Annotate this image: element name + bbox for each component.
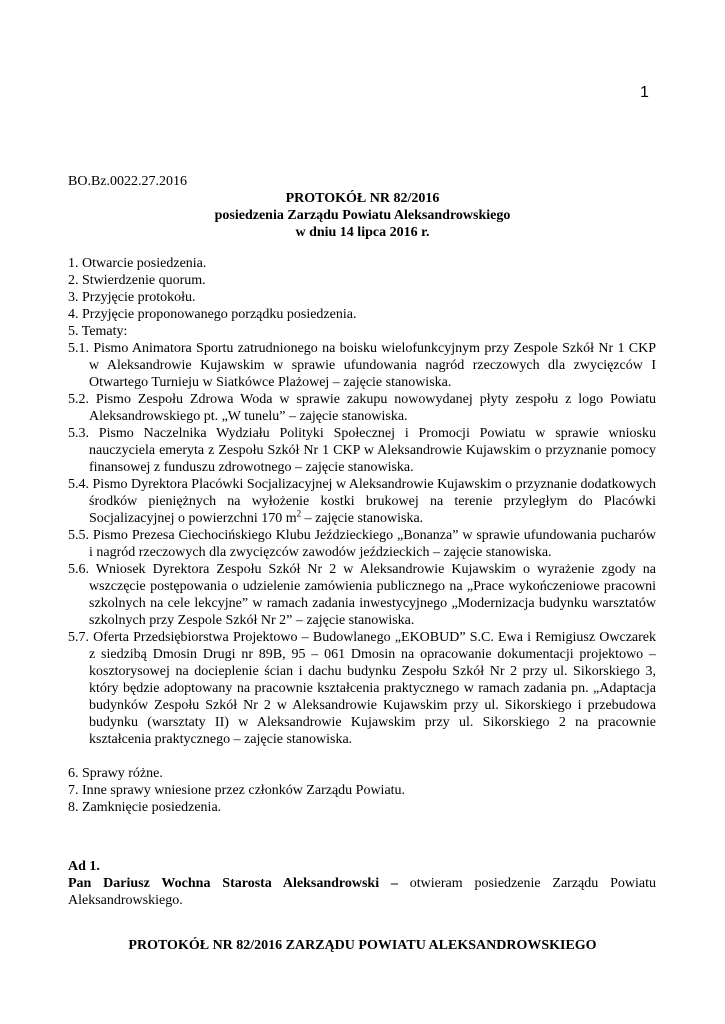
- agenda-sub-item: 5.3. Pismo Naczelnika Wydziału Polityki Społecznej i Promocji Powiatu w sprawie wniosku nauczyciela emeryta z Zespołu Szkół Nr 1 CKP w Aleksandrowie Kujawskim o przyznanie pomocy finansowej z funduszu zdrowotnego – zajęcie stanowiska.: [68, 426, 656, 475]
- agenda-sub-item: 5.6. Wniosek Dyrektora Zespołu Szkół Nr 2 w Aleksandrowie Kujawskim o wyrażenie zgody na wszczęcie postępowania o udzielenie zamówienia publicznego na „Prace wykończeniowe pracowni szkolnych na cele lekcyjne” w ramach zadania inwestycyjnego „Modernizacja budynku warsztatów szkolnych przy Zespole Szkół Nr 2” – zajęcie stanowiska.: [68, 562, 656, 628]
- title-line-1: PROTOKÓŁ NR 82/2016: [285, 191, 440, 206]
- agenda-item: 3. Przyjęcie protokołu.: [68, 290, 196, 305]
- agenda-sub-item: 5.5. Pismo Prezesa Ciechocińskiego Klubu Jeździeckiego „Bonanza” w sprawie ufundowania pucharów i nagród rzeczowych dla zwycięzców zawodów jeździeckich – zajęcie stanowiska.: [68, 528, 656, 560]
- agenda-item: 2. Stwierdzenie quorum.: [68, 273, 206, 288]
- document-reference: BO.Bz.0022.27.2016: [68, 174, 187, 189]
- agenda-sub-item: 5.1. Pismo Animatora Sportu zatrudnionego na boisku wielofunkcyjnym przy Zespole Szkół Nr 1 CKP w Aleksandrowie Kujawskim w sprawie ufundowania nagród rzeczowych dla zwycięzców I Otwartego Turnieju w Siatkówce Plażowej – zajęcie stanowiska.: [68, 341, 656, 390]
- agenda-sub-item: 5.7. Oferta Przedsiębiorstwa Projektowo – Budowlanego „EKOBUD” S.C. Ewa i Remigiusz Owczarek z siedzibą Dmosin Drugi nr 89B, 95 – 061 Dmosin na opracowanie dokumentacji projektowo – kosztorysowej na docieplenie ścian i dachu budynku Zespołu Szkół Nr 2 przy ul. Sikorskiego 3, który będzie adoptowany na pracownie kształcenia praktycznego w ramach zadania pn. „Adaptacja budynków Zespołu Szkół Nr 2 w Aleksandrowie Kujawskim przy ul. Sikorskiego i przebudowa budynku (warsztaty II) w Aleksandrowie Kujawskim przy ul. Sikorskiego 2 na pracownie kształcenia praktycznego – zajęcie stanowiska.: [68, 630, 656, 747]
- agenda-item: 8. Zamknięcie posiedzenia.: [68, 800, 222, 815]
- agenda-item: 7. Inne sprawy wniesione przez członków Zarządu Powiatu.: [68, 783, 406, 798]
- ad-1-section: [68, 858, 656, 909]
- agenda-item: 5. Tematy:: [68, 324, 128, 339]
- agenda-sub-item: 5.2. Pismo Zespołu Zdrowa Woda w sprawie zakupu nowowydanej płyty zespołu z logo Powiatu Aleksandrowskiego pt. „W tunelu” – zajęcie stanowiska.: [68, 392, 656, 424]
- ad-1-body: [68, 875, 656, 909]
- speaker-name: Pan Dariusz Wochna Starosta Aleksandrowski –: [68, 876, 398, 891]
- agenda: [68, 255, 656, 816]
- title-line-3: w dniu 14 lipca 2016 r.: [295, 225, 430, 240]
- title-line-2: posiedzenia Zarządu Powiatu Aleksandrowskiego: [214, 208, 511, 223]
- agenda-sub-item-tail: – zajęcie stanowiska.: [301, 511, 424, 526]
- agenda-item: 6. Sprawy różne.: [68, 766, 163, 781]
- agenda-sub-item: [68, 476, 656, 527]
- agenda-item: 1. Otwarcie posiedzenia.: [68, 256, 207, 271]
- ad-1-text: otwieram posiedzenie Zarządu Powiatu Aleksandrowskiego.: [68, 876, 656, 908]
- page-footer: PROTOKÓŁ NR 82/2016 ZARZĄDU POWIATU ALEKSANDROWSKIEGO: [128, 938, 597, 953]
- agenda-item: 4. Przyjęcie proponowanego porządku posiedzenia.: [68, 307, 357, 322]
- ad-1-heading: Ad 1.: [68, 859, 100, 874]
- superscript: 2: [296, 508, 302, 519]
- agenda-sub-item-text: 5.4. Pismo Dyrektora Placówki Socjalizacyjnej w Aleksandrowie Kujawskim o przyznanie dodatkowych środków pieniężnych na wyłożenie kostki brukowej na terenie przyległym do Placówki Socjalizacyjnej o powierzchni 170 m: [68, 477, 656, 526]
- document-title: [0, 190, 725, 241]
- page-number: 1: [640, 84, 649, 101]
